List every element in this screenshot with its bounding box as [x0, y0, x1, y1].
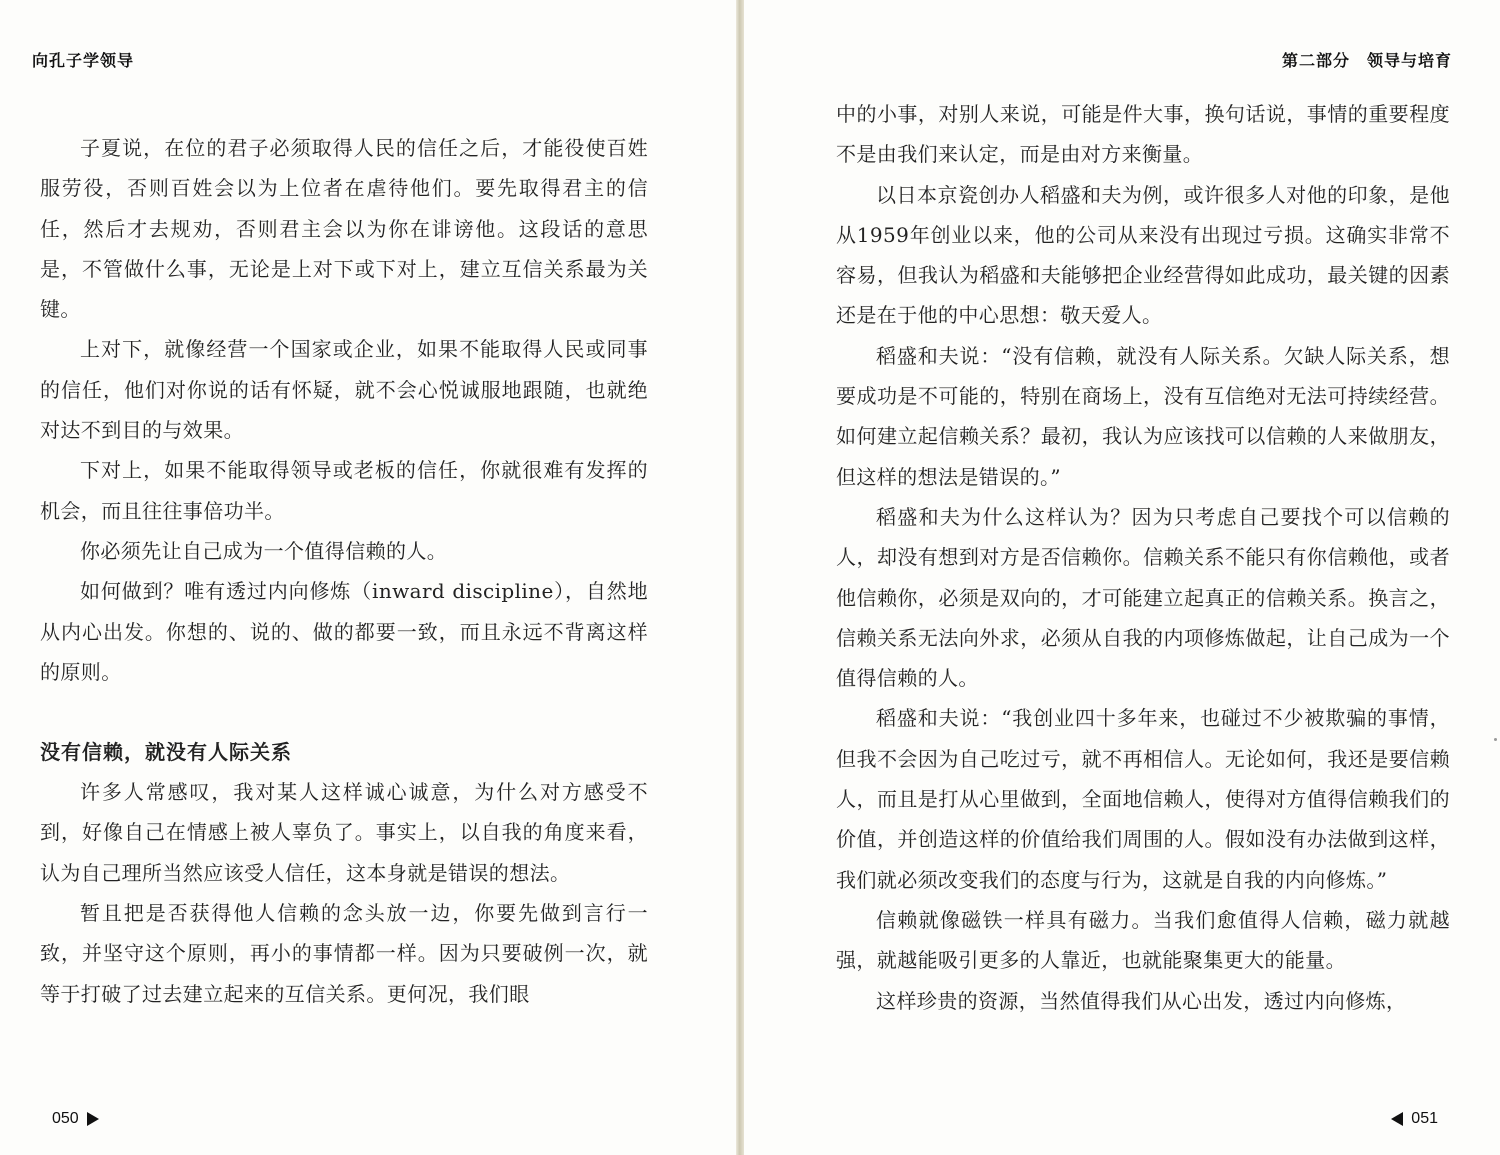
page-number: 051 [1411, 1110, 1438, 1127]
paragraph: 子夏说，在位的君子必须取得人民的信任之后，才能役使百姓服劳役，否则百姓会以为上位者在虐待他们。要先取得君主的信任，然后才去规劝，否则君主会以为你在诽谤他。这段话的意思是，不管做什么事，无论是上对下或下对上，建立互信关系最为关键。 [40, 136, 648, 322]
paragraph: 信赖就像磁铁一样具有磁力。当我们愈值得人信赖，磁力就越强，就越能吸引更多的人靠近，也就能聚集更大的能量。 [836, 907, 1450, 973]
paragraph-continuation: 中的小事，对别人来说，可能是件大事，换句话说，事情的重要程度不是由我们来认定，而是由对方来衡量。 [836, 102, 1450, 167]
left-body-text [40, 128, 648, 1014]
paragraph: 下对上，如果不能取得领导或老板的信任，你就很难有发挥的机会，而且往往事倍功半。 [40, 458, 648, 523]
paragraph: 稻盛和夫说：“没有信赖，就没有人际关系。欠缺人际关系，想要成功是不可能的，特别在商场上，没有互信绝对无法可持续经营。如何建立起信赖关系？最初，我认为应该找可以信赖的人来做朋友，但这样的想法是错误的。” [836, 343, 1450, 489]
page-number-left [52, 1110, 99, 1128]
page-number: 050 [52, 1110, 79, 1127]
section-heading: 没有信赖，就没有人际关系 [40, 740, 292, 765]
paragraph: 上对下，就像经营一个国家或企业，如果不能取得人民或同事的信任，他们对你说的话有怀疑，就不会心悦诚服地跟随，也就绝对达不到目的与效果。 [40, 337, 648, 443]
triangle-right-icon [87, 1112, 99, 1126]
book-gutter [736, 0, 744, 1155]
paragraph: 如何做到？唯有透过内向修炼（inward discipline），自然地从内心出发。你想的、说的、做的都要一致，而且永远不背离这样的原则。 [40, 579, 648, 684]
page-number-right [1391, 1110, 1438, 1128]
scan-speck [1494, 738, 1497, 741]
paragraph: 这样珍贵的资源，当然值得我们从心出发，透过内向修炼， [876, 988, 1407, 1013]
paragraph: 你必须先让自己成为一个值得信赖的人。 [80, 538, 448, 563]
paragraph: 稻盛和夫为什么这样认为？因为只考虑自己要找个可以信赖的人，却没有想到对方是否信赖你。信赖关系不能只有你信赖他，或者他信赖你，必须是双向的，才可能建立起真正的信赖关系。换言之，信赖关系无法向外求，必须从自我的内项修炼做起，让自己成为一个值得信赖的人。 [836, 504, 1450, 691]
running-head-right: 第二部分 领导与培育 [1281, 51, 1452, 70]
right-page [744, 0, 1500, 1155]
running-head-left: 向孔子学领导 [32, 51, 135, 70]
paragraph: 稻盛和夫说：“我创业四十多年来，也碰过不少被欺骗的事情，但我不会因为自己吃过亏，就不再相信人。无论如何，我还是要信赖人，而且是打从心里做到，全面地信赖人，使得对方值得信赖我们的价值，并创造这样的价值给我们周围的人。假如没有办法做到这样，我们就必须改变我们的态度与行为，这就是自我的内向修炼。” [836, 706, 1450, 892]
paragraph: 暂且把是否获得他人信赖的念头放一边，你要先做到言行一致，并坚守这个原则，再小的事情都一样。因为只要破例一次，就等于打破了过去建立起来的互信关系。更何况，我们眼 [40, 901, 648, 1006]
paragraph: 以日本京瓷创办人稻盛和夫为例，或许很多人对他的印象，是他从1959年创业以来，他的公司从来没有出现过亏损。这确实非常不容易，但我认为稻盛和夫能够把企业经营得如此成功，最关键的因素还是在于他的中心思想：敬天爱人。 [836, 182, 1450, 328]
right-body-text [836, 94, 1450, 1021]
triangle-left-icon [1391, 1112, 1403, 1126]
paragraph: 许多人常感叹，我对某人这样诚心诚意，为什么对方感受不到，好像自己在情感上被人辜负了。事实上，以自我的角度来看，认为自己理所当然应该受人信任，这本身就是错误的想法。 [40, 780, 648, 885]
left-page [0, 0, 736, 1155]
